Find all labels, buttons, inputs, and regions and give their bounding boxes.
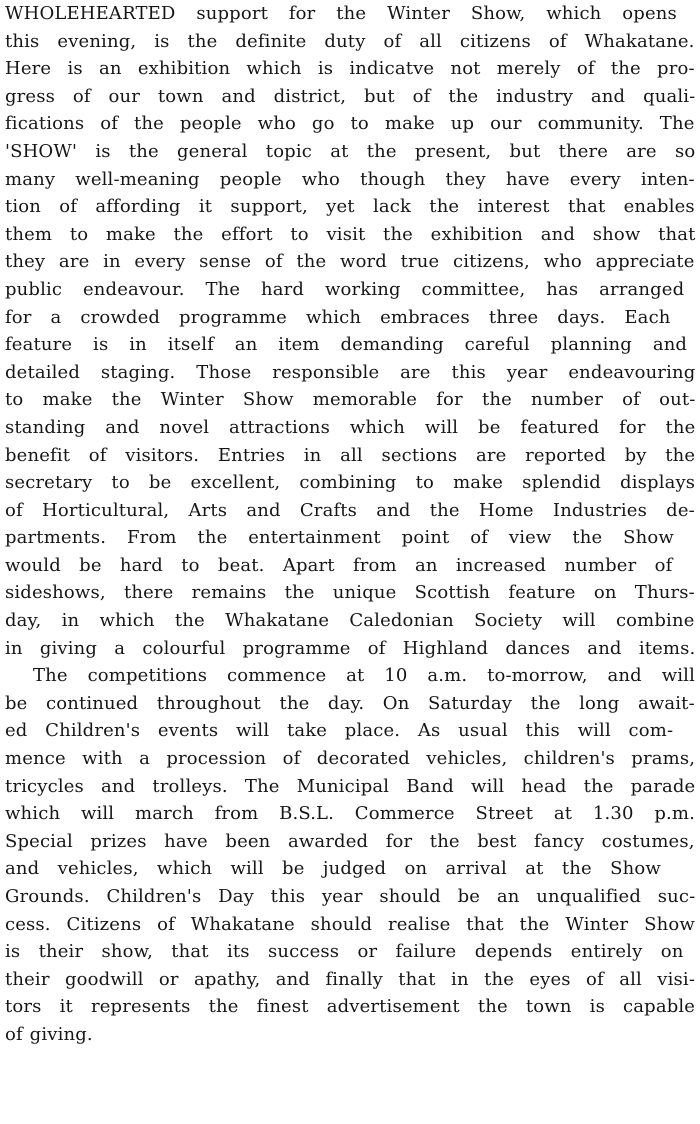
text-line: fications of the people who go to make up our community. The <box>5 113 695 135</box>
text-line: partments. From the entertainment point of view the Show <box>5 527 674 549</box>
text-line: this evening, is the definite duty of all citizens of Whakatane. <box>5 30 695 52</box>
paragraph-start-line: The competitions commence at 10 a.m. to-morrow, and will <box>33 665 695 687</box>
text-line: benefit of visitors. Entries in all sections are reported by the <box>5 444 696 466</box>
text-line: and vehicles, which will be judged on arrival at the Show <box>5 858 661 880</box>
text-line: them to make the effort to visit the exhibition and show that <box>5 223 696 245</box>
text-line: tricycles and trolleys. The Municipal Band will head the parade <box>5 775 696 797</box>
text-line: for a crowded programme which embraces three days. Each <box>5 306 671 328</box>
text-line: mence with a procession of decorated vehicles, children's prams, <box>5 748 696 770</box>
text-line: be continued throughout the day. On Saturday the long await- <box>5 692 695 714</box>
text-line: 'SHOW' is the general topic at the present, but there are so <box>5 140 696 162</box>
text-line: of Horticultural, Arts and Crafts and the Home Industries de- <box>5 499 695 521</box>
text-line: ed Children's events will take place. As usual this will com- <box>5 720 674 742</box>
text-line: to make the Winter Show memorable for the number of out- <box>5 389 696 411</box>
text-line: detailed staging. Those responsible are this year endeavouring <box>5 361 696 383</box>
text-line: cess. Citizens of Whakatane should realise that the Winter Show <box>5 913 695 935</box>
text-line: tors it represents the finest advertisement the town is capable <box>5 996 696 1018</box>
text-line: secretary to be excellent, combining to make splendid displays <box>5 472 696 494</box>
text-line: Grounds. Children's Day this year should be an unqualified suc- <box>5 886 696 907</box>
text-line: sideshows, there remains the unique Scottish feature on Thurs- <box>5 582 695 604</box>
text-line: their goodwill or apathy, and finally that in the eyes of all visi- <box>5 968 696 990</box>
text-line: many well-meaning people who though they have every inten- <box>5 168 695 190</box>
editorial-article <box>5 0 695 1049</box>
text-line: tion of affording it support, yet lack the interest that enables <box>5 196 695 218</box>
text-line: which will march from B.S.L. Commerce Street at 1.30 p.m. <box>5 803 695 825</box>
text-line: gress of our town and district, but of the industry and quali- <box>5 85 696 107</box>
text-line: of giving. <box>5 1023 93 1045</box>
text-line: Special prizes have been awarded for the best fancy costumes, <box>5 830 695 852</box>
text-line: standing and novel attractions which will be featured for the <box>5 416 696 438</box>
text-line: would be hard to beat. Apart from an increased number of <box>5 554 673 576</box>
text-line: in giving a colourful programme of Highland dances and items. <box>5 637 696 659</box>
text-line: WHOLEHEARTED support for the Winter Show, which opens <box>5 3 677 24</box>
text-line: Here is an exhibition which is indicatve not merely of the pro- <box>5 58 695 80</box>
text-line: is their show, that its success or failure depends entirely on <box>5 941 684 963</box>
text-line: public endeavour. The hard working committee, has arranged <box>5 278 685 300</box>
text-line: they are in every sense of the word true citizens, who appreciate <box>5 251 695 273</box>
text-line: day, in which the Whakatane Caledonian Society will combine <box>5 610 695 632</box>
text-line: feature is in itself an item demanding careful planning and <box>5 334 688 356</box>
